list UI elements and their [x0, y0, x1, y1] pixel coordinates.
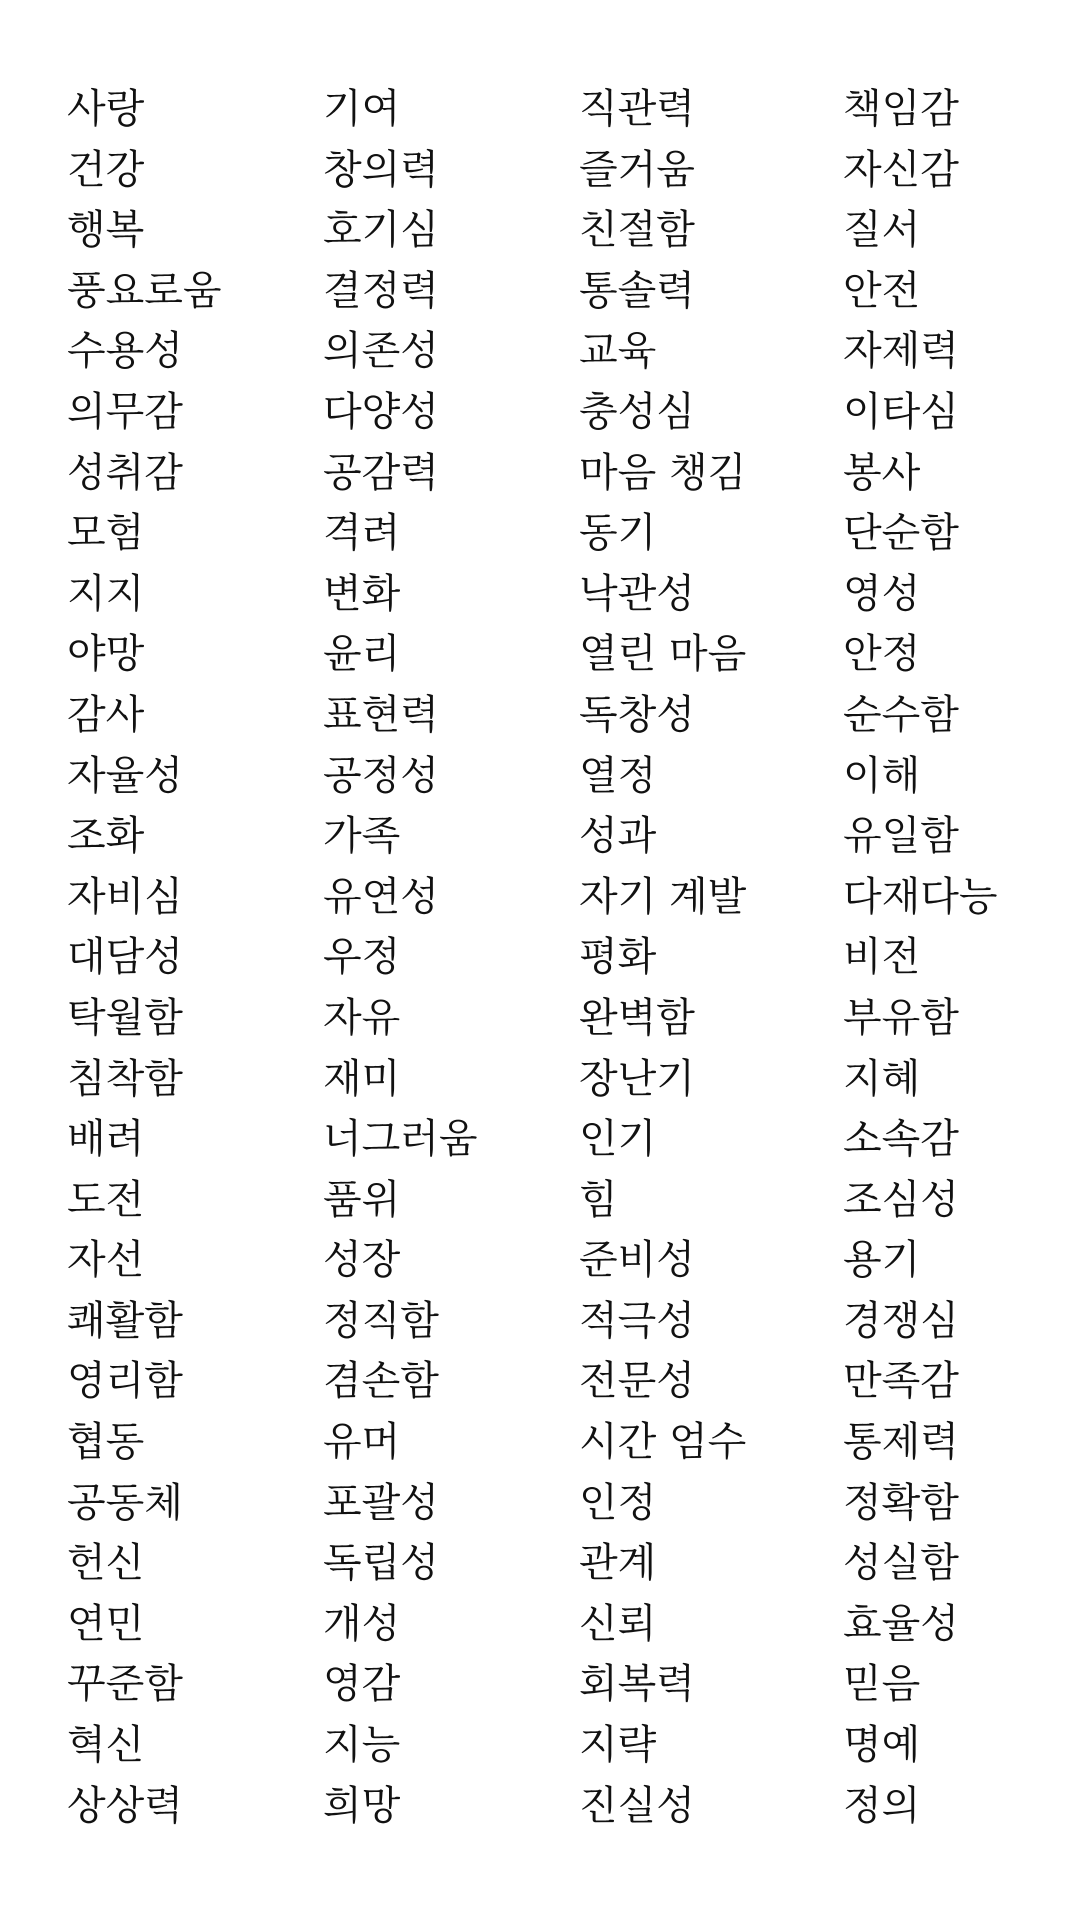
value-word: 독창성: [579, 691, 695, 738]
value-word: 질서: [843, 207, 921, 254]
value-word: 열린 마음: [579, 631, 747, 678]
value-word: 순수함: [843, 691, 959, 738]
value-word: 풍요로움: [67, 267, 222, 314]
value-word: 재미: [323, 1055, 401, 1102]
value-word: 영감: [323, 1661, 401, 1708]
value-word: 완벽함: [579, 994, 695, 1041]
value-word: 인기: [579, 1116, 657, 1163]
value-word-grid: [67, 79, 1067, 1836]
value-word: 열정: [579, 752, 657, 799]
value-word: 유머: [323, 1419, 401, 1466]
value-word: 상상력: [67, 1782, 183, 1829]
value-word: 유일함: [843, 813, 959, 860]
value-word: 친절함: [579, 207, 695, 254]
value-word: 회복력: [579, 1661, 695, 1708]
value-word: 인정: [579, 1479, 657, 1526]
value-word: 즐거움: [579, 146, 695, 193]
value-word: 용기: [843, 1237, 921, 1284]
value-word: 직관력: [579, 86, 695, 132]
value-word: 교육: [579, 328, 657, 375]
value-word: 감사: [67, 691, 145, 738]
value-word: 다재다능: [843, 873, 998, 920]
value-word: 야망: [67, 631, 145, 678]
value-word: 탁월함: [67, 994, 183, 1041]
value-word: 성실함: [843, 1540, 959, 1587]
value-word: 이해: [843, 752, 921, 799]
value-word: 이타심: [843, 388, 959, 435]
value-word: 지지: [67, 570, 145, 617]
value-word: 의무감: [67, 388, 183, 435]
value-word: 격려: [323, 510, 401, 557]
value-word: 결정력: [323, 267, 439, 314]
value-word: 우정: [323, 934, 401, 981]
value-word: 자유: [323, 994, 401, 1041]
value-word: 힘: [579, 1176, 618, 1223]
value-word: 포괄성: [323, 1479, 439, 1526]
value-word: 준비성: [579, 1237, 695, 1284]
value-word: 관계: [579, 1540, 657, 1587]
value-word: 지혜: [843, 1055, 921, 1102]
value-word: 수용성: [67, 328, 183, 375]
value-word: 전문성: [579, 1358, 695, 1405]
value-word: 가족: [323, 813, 401, 860]
value-word: 지략: [579, 1722, 657, 1769]
value-word: 대담성: [67, 934, 183, 981]
value-word: 충성심: [579, 388, 695, 435]
value-word: 연민: [67, 1600, 145, 1647]
value-word: 성과: [579, 813, 657, 860]
value-word: 낙관성: [579, 570, 695, 617]
value-word: 평화: [579, 934, 657, 981]
value-word: 개성: [323, 1600, 401, 1647]
value-word: 영리함: [67, 1358, 183, 1405]
value-word: 만족감: [843, 1358, 959, 1405]
value-word: 다양성: [323, 388, 439, 435]
value-word: 사랑: [67, 86, 145, 132]
value-word: 비전: [843, 934, 921, 981]
value-word: 공동체: [67, 1479, 183, 1526]
value-word: 봉사: [843, 449, 921, 496]
value-word: 공정성: [323, 752, 439, 799]
value-word: 독립성: [323, 1540, 439, 1587]
value-word: 의존성: [323, 328, 439, 375]
value-word: 효율성: [843, 1600, 959, 1647]
value-word: 자기 계발: [579, 873, 747, 920]
value-word: 자비심: [67, 873, 183, 920]
value-word: 동기: [579, 510, 657, 557]
value-word: 성장: [323, 1237, 401, 1284]
value-word: 명예: [843, 1722, 921, 1769]
value-word: 안정: [843, 631, 921, 678]
value-word: 도전: [67, 1176, 145, 1223]
value-word: 소속감: [843, 1116, 959, 1163]
value-word: 책임감: [843, 86, 959, 132]
value-word: 적극성: [579, 1297, 695, 1344]
value-word: 성취감: [67, 449, 183, 496]
value-word: 정확함: [843, 1479, 959, 1526]
value-word: 헌신: [67, 1540, 145, 1587]
value-word: 안전: [843, 267, 921, 314]
value-word: 정의: [843, 1782, 921, 1829]
value-word: 모험: [67, 510, 145, 557]
value-word: 단순함: [843, 510, 959, 557]
value-word: 영성: [843, 570, 921, 617]
value-word: 정직함: [323, 1297, 439, 1344]
value-word: 통솔력: [579, 267, 695, 314]
value-word: 지능: [323, 1722, 401, 1769]
value-word: 협동: [67, 1419, 145, 1466]
value-word: 꾸준함: [67, 1661, 183, 1708]
value-word: 진실성: [579, 1782, 695, 1829]
value-word: 통제력: [843, 1419, 959, 1466]
value-word: 윤리: [323, 631, 401, 678]
value-word: 자신감: [843, 146, 959, 193]
value-word: 희망: [323, 1782, 401, 1829]
value-word: 부유함: [843, 994, 959, 1041]
value-word: 행복: [67, 207, 145, 254]
value-word: 공감력: [323, 449, 439, 496]
value-word: 호기심: [323, 207, 439, 254]
value-word: 자제력: [843, 328, 959, 375]
value-word: 겸손함: [323, 1358, 439, 1405]
value-word: 창의력: [323, 146, 439, 193]
value-word: 유연성: [323, 873, 439, 920]
value-word: 장난기: [579, 1055, 695, 1102]
value-word: 너그러움: [323, 1116, 478, 1163]
value-word: 품위: [323, 1176, 401, 1223]
value-word: 마음 챙김: [579, 449, 747, 496]
value-word: 쾌활함: [67, 1297, 183, 1344]
value-word: 조화: [67, 813, 145, 860]
value-word: 기여: [323, 86, 401, 132]
value-word: 배려: [67, 1116, 145, 1163]
value-word: 표현력: [323, 691, 439, 738]
value-word: 건강: [67, 146, 145, 193]
value-word: 침착함: [67, 1055, 183, 1102]
value-word: 변화: [323, 570, 401, 617]
value-word: 경쟁심: [843, 1297, 959, 1344]
value-word: 신뢰: [579, 1600, 657, 1647]
value-word: 시간 엄수: [579, 1419, 747, 1466]
value-word: 믿음: [843, 1661, 921, 1708]
value-word: 조심성: [843, 1176, 959, 1223]
value-word: 혁신: [67, 1722, 145, 1769]
value-word: 자율성: [67, 752, 183, 799]
value-word: 자선: [67, 1237, 145, 1284]
